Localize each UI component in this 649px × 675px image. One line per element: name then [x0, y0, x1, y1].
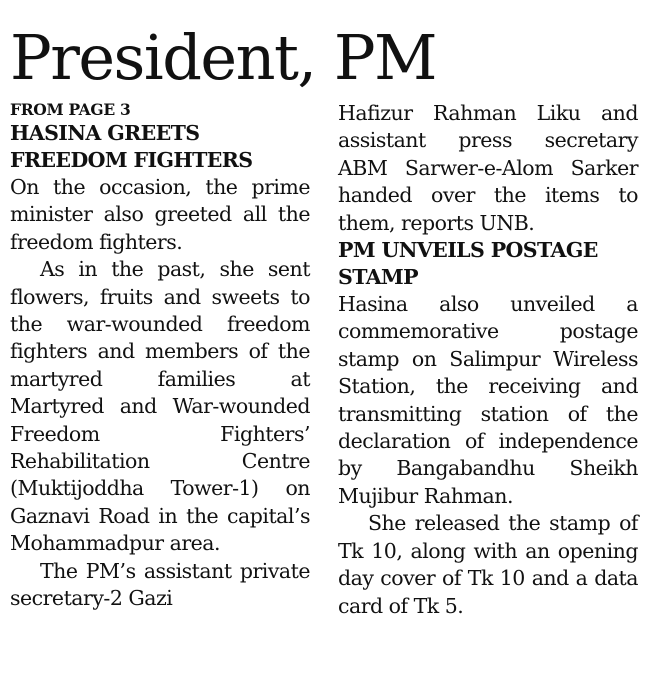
right-column: [338, 100, 638, 620]
subhead-hasina-greets: HASINA GREETS FREEDOM FIGHTERS: [10, 121, 253, 172]
paragraph: Hasina also unveiled a commemorative postage stamp on Salimpur Wireless Station, the receiving and transmitting station of the declaration of independence by Bangabandhu Sheikh Mujibur Rahman.: [338, 292, 638, 508]
headline: President, PM: [10, 21, 437, 94]
continuation-kicker: FROM PAGE 3: [10, 100, 131, 119]
subhead-postage-stamp: PM UNVEILS POSTAGE STAMP: [338, 238, 598, 290]
paragraph: As in the past, she sent flowers, fruits and sweets to the war-wounded freedom fighters and members of the martyred families at Martyred and War-wounded Freedom Fighters’ Rehabilitation Centre (Muktijoddha Tower-1) on Gaznavi Road in the capital’s Mohammadpur area.: [10, 257, 310, 556]
paragraph: On the occasion, the prime minister also greeted all the freedom fighters.: [10, 175, 310, 254]
paragraph-continued: Hafizur Rahman Liku and assistant press secretary ABM Sarwer-e-Alom Sarker handed over the items to them, reports UNB.: [338, 101, 638, 235]
paragraph: The PM’s assistant private secretary-2 Gazi: [10, 558, 310, 611]
paragraph: She released the stamp of Tk 10, along with an opening day cover of Tk 10 and a data card of Tk 5.: [338, 511, 638, 618]
left-column: [10, 100, 310, 613]
